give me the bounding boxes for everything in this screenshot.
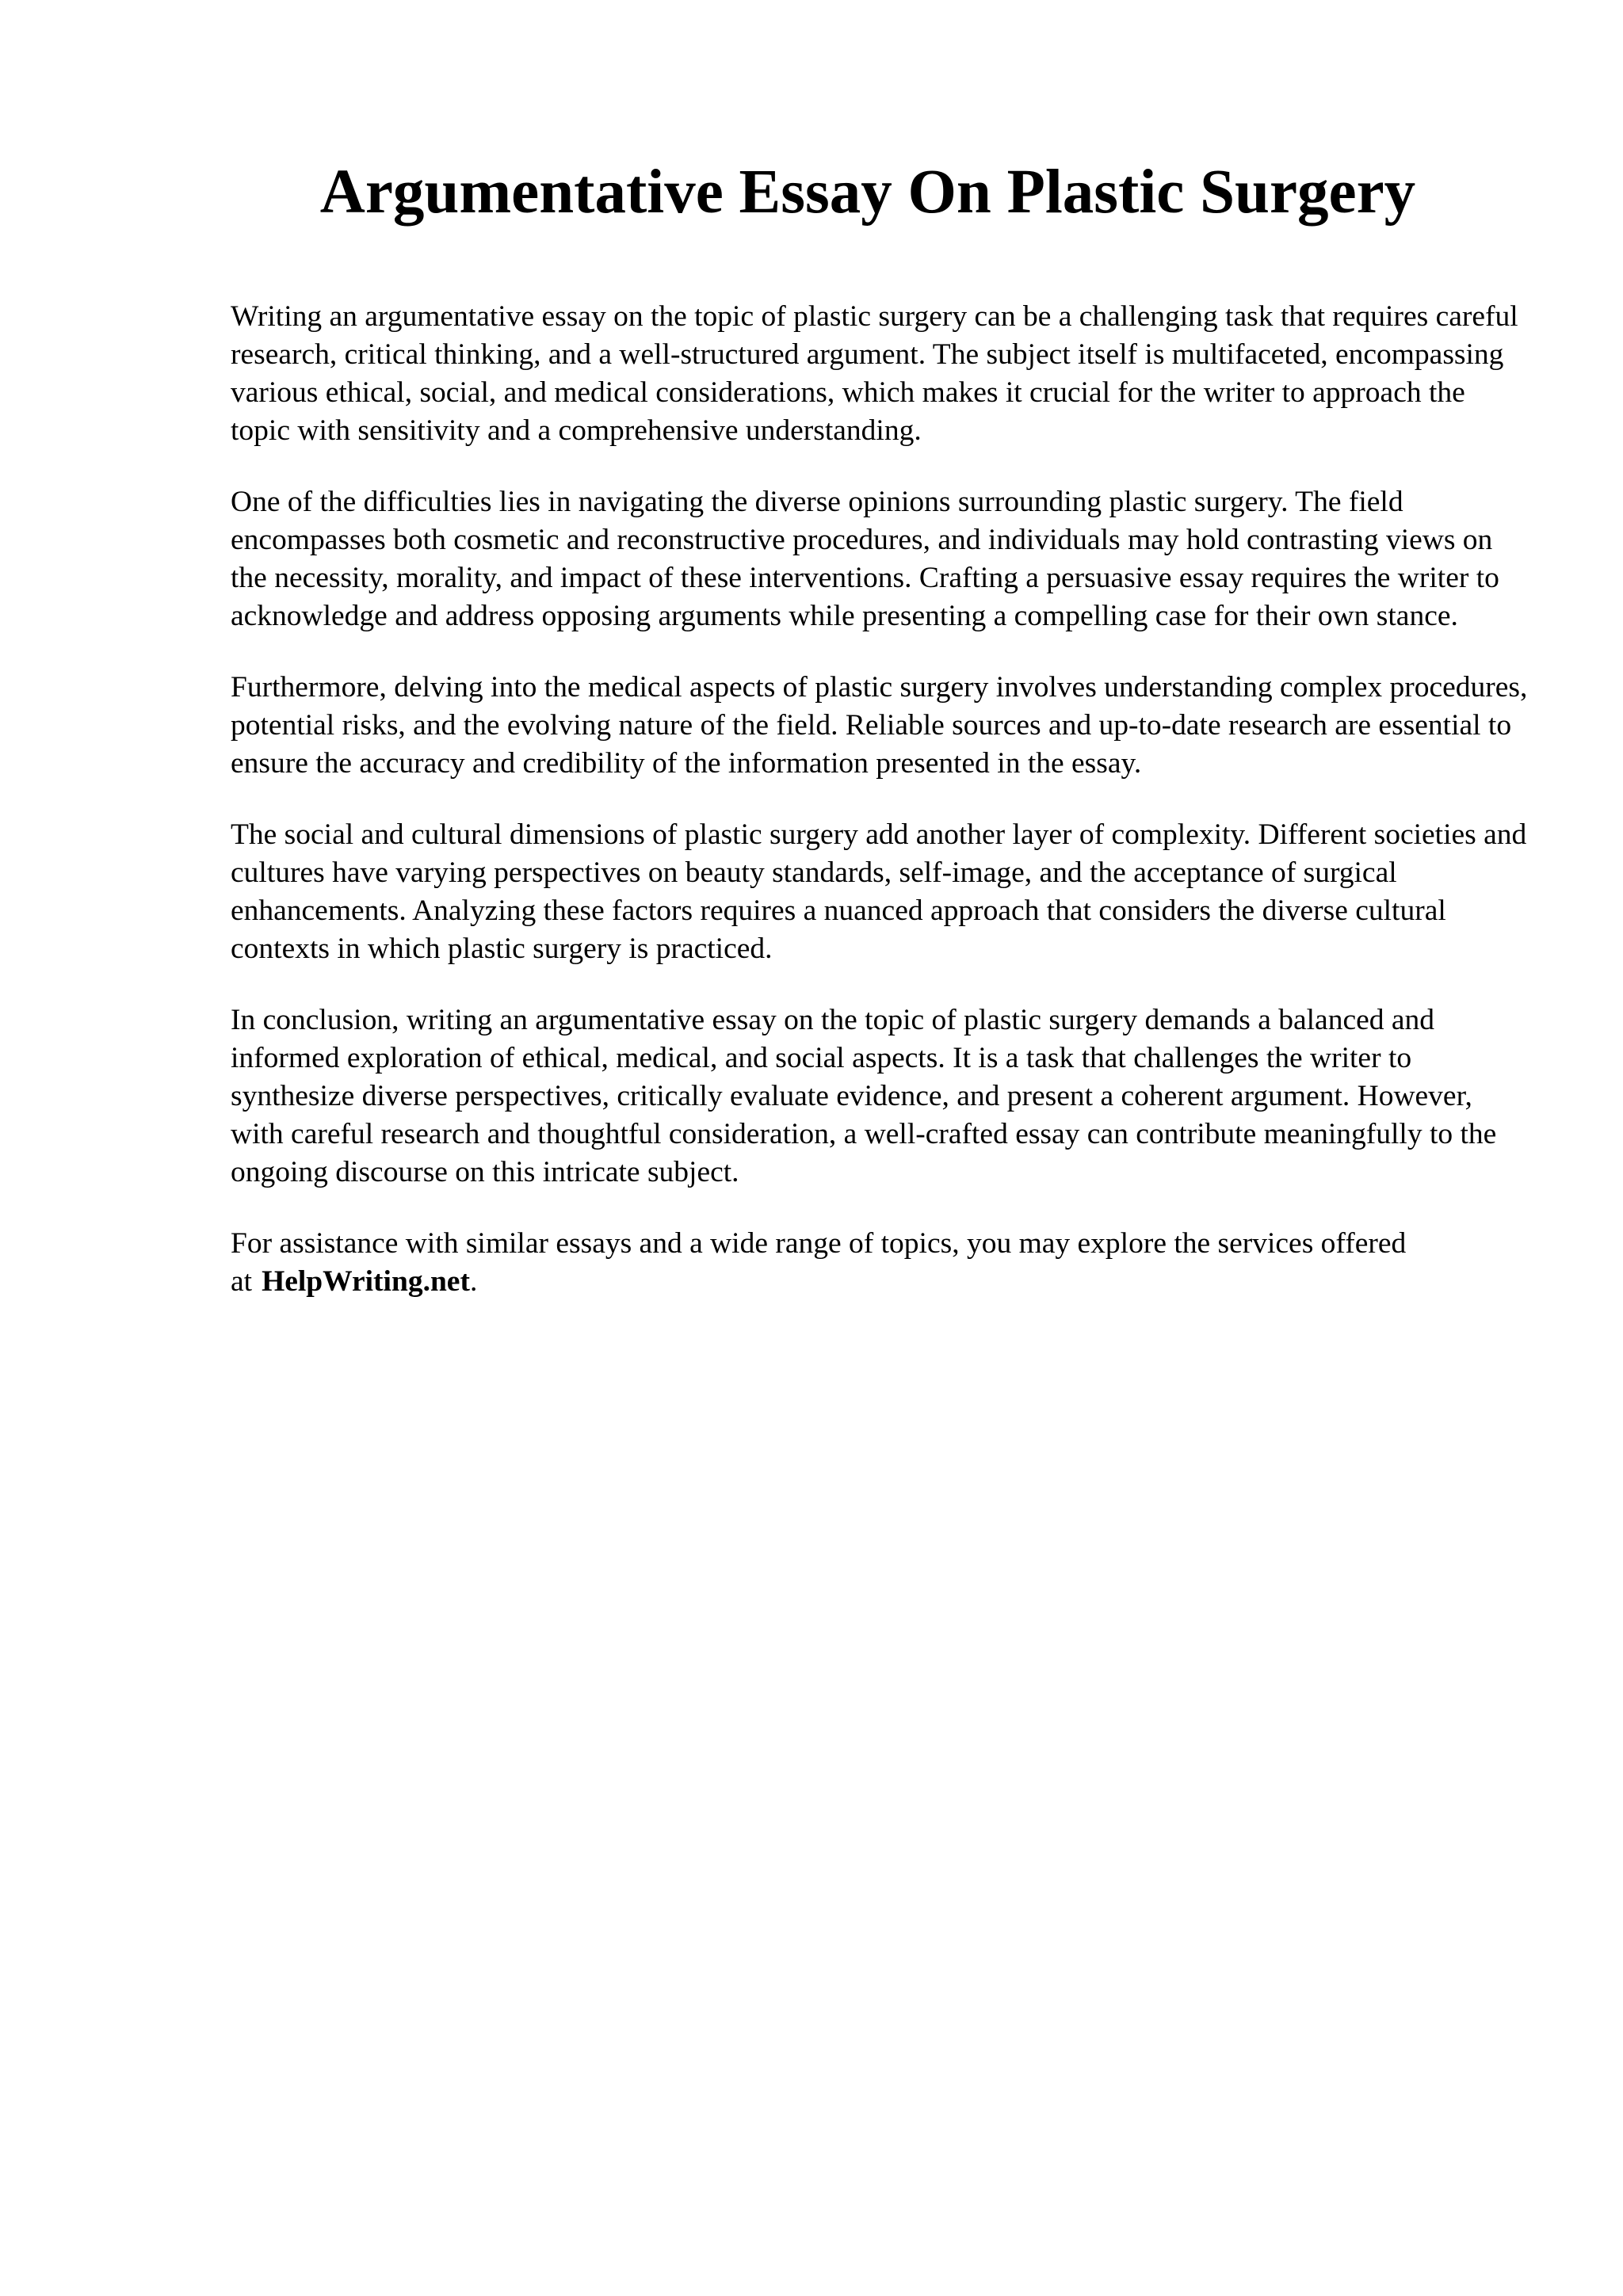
helpwriting-link[interactable]: HelpWriting.net xyxy=(262,1265,470,1298)
closing-paragraph xyxy=(231,1225,1530,1301)
paragraph-3: Furthermore, delving into the medical aspects of plastic surgery involves understanding complex procedures, potential risks, and the evolving nature of the field. Reliable sources and up-to-date research are essential to ensure the accuracy and credibility of the information presented in the essay. xyxy=(231,671,1528,780)
paragraph-2: One of the difficulties lies in navigating the diverse opinions surrounding plastic surgery. The field encompasses both cosmetic and reconstructive procedures, and individuals may hold contrasting views on the necessity, morality, and impact of these interventions. Crafting a persuasive essay requires the writer to acknowledge and address opposing arguments while presenting a compelling case for their own stance. xyxy=(231,486,1499,632)
document-title: Argumentative Essay On Plastic Surgery xyxy=(319,158,1416,227)
closing-text: For assistance with similar essays and a wide range of topics, you may explore the services offered at xyxy=(231,1227,1407,1298)
closing-period: . xyxy=(469,1265,478,1298)
document-body xyxy=(231,298,1530,1301)
paragraph-1: Writing an argumentative essay on the topic of plastic surgery can be a challenging task that requires careful research, critical thinking, and a well-structured argument. The subject itself is multifaceted, encompassing various ethical, social, and medical considerations, which makes it crucial for the writer to approach the topic with sensitivity and a comprehensive understanding. xyxy=(231,300,1518,447)
paragraph-5: In conclusion, writing an argumentative essay on the topic of plastic surgery demands a balanced and informed exploration of ethical, medical, and social aspects. It is a task that challenges the writer to synthesize diverse perspectives, critically evaluate evidence, and present a coherent argument. However, with careful research and thoughtful consideration, a well-crafted essay can contribute meaningfully to the ongoing discourse on this intricate subject. xyxy=(231,1004,1497,1188)
paragraph-4: The social and cultural dimensions of plastic surgery add another layer of complexity. Different societies and cultures have varying perspectives on beauty standards, self-image, and the acceptance of surgical enhancements. Analyzing these factors requires a nuanced approach that considers the diverse cultural contexts in which plastic surgery is practiced. xyxy=(231,818,1527,965)
